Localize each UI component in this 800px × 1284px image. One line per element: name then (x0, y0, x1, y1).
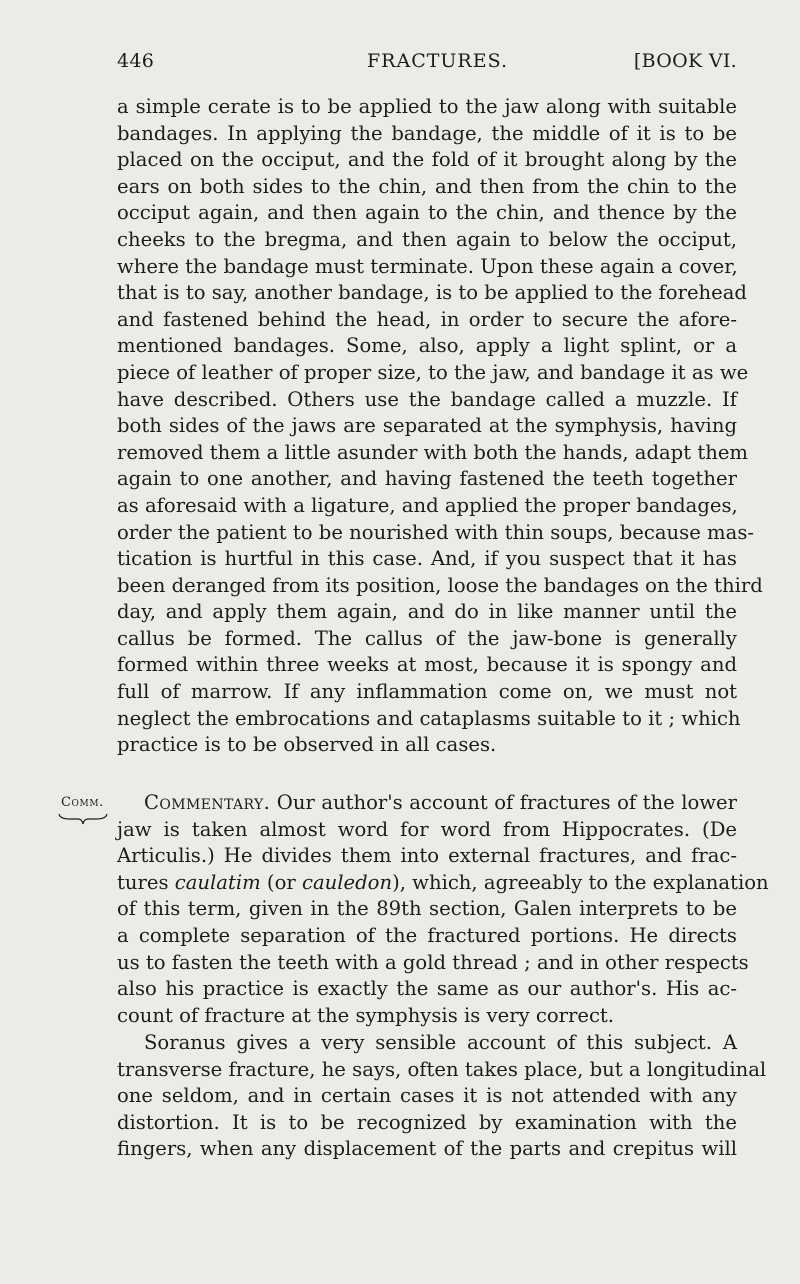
commentary-heading: Commentary. (144, 791, 271, 814)
text-line: that is to say, another bandage, is to be applied to the forehead (117, 281, 747, 305)
text-line: tication is hurtful in this case. And, if you suspect that it has (117, 547, 737, 571)
text-line: order the patient to be nourished with thin soups, because mas- (117, 520, 754, 544)
running-title: FRACTURES. (367, 50, 508, 72)
text-line: piece of leather of proper size, to the jaw, and bandage it as we (117, 360, 749, 384)
page-header (117, 50, 737, 80)
text-line: callus be formed. The callus of the jaw-bone is generally (117, 626, 737, 650)
text-line: and fastened behind the head, in order to secure the afore- (117, 307, 737, 331)
text-line: us to fasten the teeth with a gold thread ; and in other respects (117, 950, 749, 974)
text-line: a complete separation of the fractured portions. He directs (117, 923, 737, 947)
text-line: removed them a little asunder with both the hands, adapt them (117, 440, 748, 464)
text-line: full of marrow. If any inflammation come on, we must not (117, 680, 737, 704)
text-line: as aforesaid with a ligature, and applied the proper bandages, (117, 493, 738, 517)
text-line: placed on the occiput, and the fold of it brought along by the (117, 148, 737, 172)
text-line: day, and apply them again, and do in like manner until the (117, 600, 737, 624)
page-number: 446 (117, 50, 155, 72)
text-line: again to one another, and having fastened the teeth together (117, 467, 737, 491)
paragraph-commentary (117, 790, 769, 1029)
text-line: jaw is taken almost word for word from Hippocrates. (De (117, 817, 737, 841)
text-line: practice is to be observed in all cases. (117, 733, 497, 757)
text-run: ), which, agreeably to the explanation (392, 870, 769, 894)
text-line: been deranged from its position, loose the bandages on the third (117, 573, 763, 597)
text-line (117, 870, 769, 897)
text-line: have described. Others use the bandage called a muzzle. If (117, 387, 737, 411)
margin-brace-icon (58, 812, 108, 826)
text-line: occiput again, and then again to the chin, and thence by the (117, 201, 737, 225)
text-line: bandages. In applying the bandage, the middle of it is to be (117, 121, 737, 145)
text-line: transverse fracture, he says, often takes place, but a longitudinal (117, 1057, 767, 1081)
italic-term: cauledon (301, 870, 393, 894)
text-line: both sides of the jaws are separated at the symphysis, having (117, 414, 737, 438)
text-line: fingers, when any displacement of the parts and crepitus will (117, 1137, 737, 1161)
text-line: cheeks to the bregma, and then again to below the occiput, (117, 227, 737, 251)
margin-note-comm: Comm. (61, 795, 104, 810)
text-line: count of fracture at the symphysis is very correct. (117, 1003, 615, 1027)
text-line: formed within three weeks at most, because it is spongy and (117, 653, 737, 677)
text-line: a simple cerate is to be applied to the jaw along with suitable (117, 95, 737, 118)
text-run: Our author's account of fractures of the lower (270, 791, 737, 814)
text-line: one seldom, and in certain cases it is not attended with any (117, 1084, 737, 1108)
italic-term: caulatim (174, 870, 261, 894)
text-line: neglect the embrocations and cataplasms suitable to it ; which (117, 706, 741, 730)
text-line: ears on both sides to the chin, and then from the chin to the (117, 174, 737, 198)
text-line: mentioned bandages. Some, also, apply a light splint, or a (117, 334, 737, 358)
text-line: Articulis.) He divides them into external fractures, and frac- (117, 844, 737, 868)
text-line: of this term, given in the 89th section, Galen interprets to be (117, 897, 737, 921)
text-line: distortion. It is to be recognized by examination with the (117, 1110, 737, 1134)
text-line (117, 790, 737, 817)
text-line: Soranus gives a very sensible account of this subject. A (144, 1031, 737, 1054)
text-line: also his practice is exactly the same as our author's. His ac- (117, 977, 737, 1001)
book-reference: [BOOK VI. (633, 50, 737, 72)
paragraph-soranus (117, 1030, 767, 1163)
paragraph-cerate-bandages (117, 94, 763, 759)
text-line: where the bandage must terminate. Upon these again a cover, (117, 254, 738, 278)
text-run: tures (117, 870, 175, 894)
text-run: (or (260, 870, 302, 894)
